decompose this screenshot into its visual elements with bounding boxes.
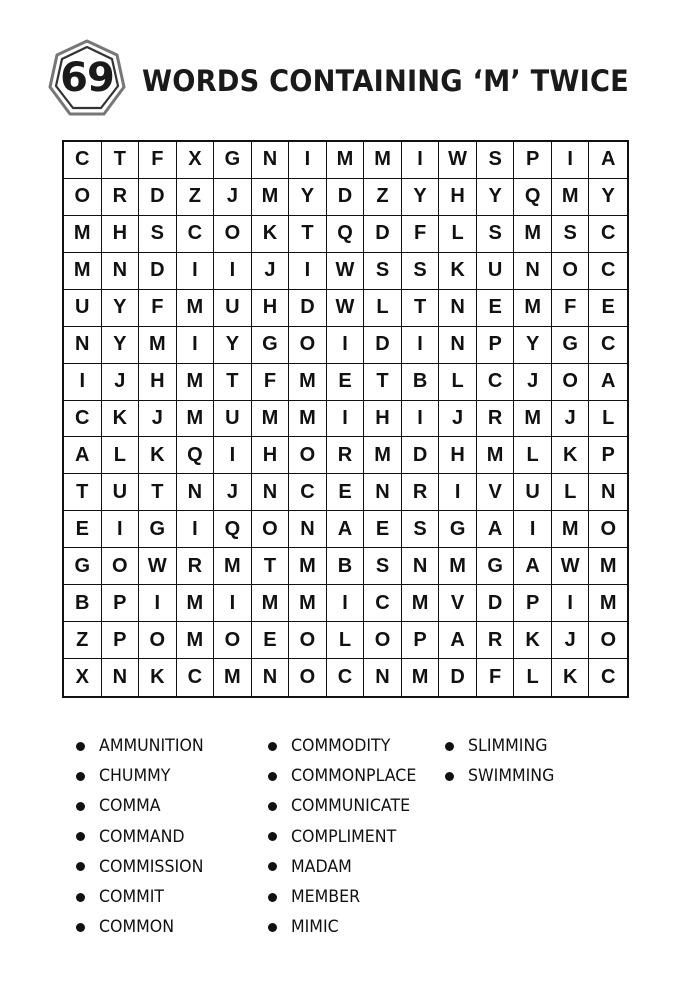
grid-cell[interactable]: Q: [177, 437, 215, 474]
grid-cell[interactable]: G: [552, 327, 590, 364]
bullet-icon: [268, 893, 277, 902]
grid-cell[interactable]: J: [252, 253, 290, 290]
word-list-item: [268, 731, 426, 761]
grid-cell[interactable]: R: [177, 548, 215, 585]
grid-cell[interactable]: N: [64, 327, 102, 364]
grid-cell[interactable]: W: [327, 290, 365, 327]
grid-cell[interactable]: M: [177, 401, 215, 438]
grid-cell[interactable]: S: [402, 253, 440, 290]
grid-cell[interactable]: F: [552, 290, 590, 327]
grid-cell[interactable]: C: [64, 142, 102, 179]
grid-cell[interactable]: M: [514, 401, 552, 438]
grid-cell[interactable]: K: [139, 659, 177, 696]
grid-cell[interactable]: V: [439, 585, 477, 622]
grid-cell[interactable]: C: [589, 327, 627, 364]
grid-cell[interactable]: U: [102, 474, 140, 511]
grid-cell[interactable]: R: [102, 179, 140, 216]
grid-cell[interactable]: M: [402, 585, 440, 622]
grid-cell[interactable]: I: [289, 142, 327, 179]
grid-cell[interactable]: Q: [514, 179, 552, 216]
grid-cell[interactable]: F: [252, 364, 290, 401]
grid-cell[interactable]: D: [402, 437, 440, 474]
grid-cell[interactable]: I: [102, 511, 140, 548]
grid-cell[interactable]: A: [64, 437, 102, 474]
grid-cell[interactable]: T: [139, 474, 177, 511]
grid-cell[interactable]: D: [139, 253, 177, 290]
grid-cell[interactable]: S: [402, 511, 440, 548]
grid-cell[interactable]: U: [214, 401, 252, 438]
word-label: COMMODITY: [291, 736, 391, 757]
bullet-icon: [268, 832, 277, 841]
word-list-item: [76, 882, 212, 912]
grid-cell[interactable]: M: [402, 659, 440, 696]
grid-cell[interactable]: D: [327, 179, 365, 216]
word-label: COMMUNICATE: [291, 796, 411, 817]
grid-cell[interactable]: K: [552, 437, 590, 474]
grid-cell[interactable]: D: [439, 659, 477, 696]
grid-cell[interactable]: E: [364, 511, 402, 548]
word-list-item: [76, 761, 212, 791]
grid-cell[interactable]: T: [364, 364, 402, 401]
grid-cell[interactable]: S: [477, 216, 515, 253]
grid-cell[interactable]: M: [552, 179, 590, 216]
grid-cell[interactable]: I: [552, 142, 590, 179]
grid-cell[interactable]: L: [364, 290, 402, 327]
grid-cell[interactable]: G: [439, 511, 477, 548]
word-label: CHUMMY: [99, 766, 171, 787]
grid-cell[interactable]: O: [64, 179, 102, 216]
grid-cell[interactable]: C: [589, 253, 627, 290]
grid-cell[interactable]: T: [102, 142, 140, 179]
grid-cell[interactable]: A: [477, 511, 515, 548]
grid-cell[interactable]: O: [589, 622, 627, 659]
bullet-icon: [76, 893, 85, 902]
grid-cell[interactable]: F: [139, 290, 177, 327]
grid-cell[interactable]: S: [477, 142, 515, 179]
grid-cell[interactable]: M: [177, 364, 215, 401]
grid-cell[interactable]: N: [177, 474, 215, 511]
grid-cell[interactable]: O: [289, 659, 327, 696]
word-list-item: [76, 791, 212, 821]
grid-cell[interactable]: B: [327, 548, 365, 585]
grid-cell[interactable]: X: [64, 659, 102, 696]
grid-cell[interactable]: N: [364, 659, 402, 696]
grid-cell[interactable]: I: [439, 474, 477, 511]
grid-cell[interactable]: K: [514, 622, 552, 659]
grid-cell[interactable]: P: [514, 142, 552, 179]
grid-cell[interactable]: H: [252, 437, 290, 474]
grid-cell[interactable]: D: [289, 290, 327, 327]
grid-cell[interactable]: D: [364, 216, 402, 253]
word-list-item: [445, 731, 561, 761]
grid-cell[interactable]: M: [364, 437, 402, 474]
grid-cell[interactable]: P: [102, 622, 140, 659]
grid-cell[interactable]: P: [514, 585, 552, 622]
grid-cell[interactable]: C: [177, 659, 215, 696]
grid-cell[interactable]: S: [364, 548, 402, 585]
grid-cell[interactable]: V: [477, 474, 515, 511]
word-label: SLIMMING: [468, 736, 548, 757]
grid-cell[interactable]: S: [364, 253, 402, 290]
word-list-item: [76, 852, 212, 882]
puzzle-title: WORDS CONTAINING ‘M’ TWICE: [142, 64, 629, 98]
grid-cell[interactable]: O: [289, 622, 327, 659]
grid-cell[interactable]: M: [589, 585, 627, 622]
grid-cell[interactable]: P: [477, 327, 515, 364]
grid-cell[interactable]: W: [327, 253, 365, 290]
grid-cell[interactable]: X: [177, 142, 215, 179]
grid-cell[interactable]: I: [402, 401, 440, 438]
grid-cell[interactable]: U: [64, 290, 102, 327]
grid-cell[interactable]: C: [64, 401, 102, 438]
grid-cell[interactable]: E: [64, 511, 102, 548]
grid-cell[interactable]: N: [439, 327, 477, 364]
grid-cell[interactable]: Y: [477, 179, 515, 216]
word-label: COMMIT: [99, 887, 165, 908]
grid-cell[interactable]: M: [64, 216, 102, 253]
word-label: COMMON: [99, 917, 175, 938]
grid-cell[interactable]: N: [252, 474, 290, 511]
grid-cell[interactable]: M: [552, 511, 590, 548]
word-list-item: [76, 912, 212, 942]
grid-cell[interactable]: M: [139, 327, 177, 364]
grid-cell[interactable]: A: [589, 142, 627, 179]
grid-cell[interactable]: U: [214, 290, 252, 327]
word-label: MEMBER: [291, 887, 361, 908]
puzzle-number-badge: [47, 38, 127, 118]
grid-cell[interactable]: P: [402, 622, 440, 659]
grid-cell[interactable]: O: [552, 253, 590, 290]
grid-cell[interactable]: N: [252, 659, 290, 696]
grid-cell[interactable]: K: [139, 437, 177, 474]
grid-cell[interactable]: F: [477, 659, 515, 696]
bullet-icon: [268, 772, 277, 781]
grid-cell[interactable]: T: [252, 548, 290, 585]
grid-cell[interactable]: M: [289, 548, 327, 585]
word-list-item: [76, 731, 212, 761]
grid-cell[interactable]: N: [514, 253, 552, 290]
grid-cell[interactable]: O: [589, 511, 627, 548]
grid-cell[interactable]: L: [439, 364, 477, 401]
grid-cell[interactable]: E: [477, 290, 515, 327]
grid-cell[interactable]: Y: [214, 327, 252, 364]
grid-cell[interactable]: M: [214, 659, 252, 696]
grid-cell[interactable]: M: [177, 290, 215, 327]
grid-cell[interactable]: M: [514, 290, 552, 327]
grid-cell[interactable]: G: [139, 511, 177, 548]
grid-cell[interactable]: U: [477, 253, 515, 290]
grid-cell[interactable]: H: [364, 401, 402, 438]
grid-cell[interactable]: Z: [364, 179, 402, 216]
grid-cell[interactable]: I: [327, 401, 365, 438]
grid-cell[interactable]: O: [289, 327, 327, 364]
grid-cell[interactable]: S: [552, 216, 590, 253]
grid-cell[interactable]: C: [364, 585, 402, 622]
grid-cell[interactable]: C: [177, 216, 215, 253]
grid-cell[interactable]: N: [289, 511, 327, 548]
grid-cell[interactable]: Q: [214, 511, 252, 548]
bullet-icon: [445, 772, 454, 781]
grid-cell[interactable]: I: [402, 142, 440, 179]
grid-cell[interactable]: I: [139, 585, 177, 622]
word-list-column-1: [76, 731, 212, 942]
grid-cell[interactable]: M: [252, 585, 290, 622]
grid-cell[interactable]: R: [477, 622, 515, 659]
grid-cell[interactable]: J: [552, 622, 590, 659]
grid-cell[interactable]: L: [552, 474, 590, 511]
grid-cell[interactable]: I: [214, 437, 252, 474]
word-list-item: [268, 882, 426, 912]
grid-cell[interactable]: M: [252, 179, 290, 216]
grid-cell[interactable]: O: [289, 437, 327, 474]
grid-cell[interactable]: L: [439, 216, 477, 253]
grid-cell[interactable]: C: [589, 216, 627, 253]
grid-cell[interactable]: M: [439, 548, 477, 585]
grid-cell[interactable]: H: [102, 216, 140, 253]
grid-cell[interactable]: Y: [514, 327, 552, 364]
grid-cell[interactable]: G: [477, 548, 515, 585]
grid-cell[interactable]: R: [477, 401, 515, 438]
grid-cell[interactable]: P: [589, 437, 627, 474]
grid-cell[interactable]: A: [514, 548, 552, 585]
grid-cell[interactable]: K: [552, 659, 590, 696]
word-label: AMMUNITION: [99, 736, 204, 757]
grid-cell[interactable]: L: [327, 622, 365, 659]
grid-cell[interactable]: I: [289, 253, 327, 290]
grid-cell[interactable]: Q: [327, 216, 365, 253]
grid-cell[interactable]: J: [439, 401, 477, 438]
grid-cell[interactable]: F: [139, 142, 177, 179]
grid-cell[interactable]: W: [139, 548, 177, 585]
grid-cell[interactable]: J: [139, 401, 177, 438]
grid-cell[interactable]: C: [289, 474, 327, 511]
bullet-icon: [76, 742, 85, 751]
grid-cell[interactable]: M: [214, 548, 252, 585]
grid-cell[interactable]: L: [514, 437, 552, 474]
grid-cell[interactable]: N: [402, 548, 440, 585]
grid-cell[interactable]: F: [402, 216, 440, 253]
grid-cell[interactable]: J: [214, 179, 252, 216]
grid-cell[interactable]: N: [102, 659, 140, 696]
grid-cell[interactable]: O: [139, 622, 177, 659]
word-label: COMMA: [99, 796, 161, 817]
grid-cell[interactable]: K: [252, 216, 290, 253]
grid-cell[interactable]: U: [514, 474, 552, 511]
grid-cell[interactable]: D: [477, 585, 515, 622]
grid-cell[interactable]: I: [177, 253, 215, 290]
bullet-icon: [76, 862, 85, 871]
grid-cell[interactable]: M: [177, 585, 215, 622]
bullet-icon: [76, 923, 85, 932]
grid-cell[interactable]: O: [252, 511, 290, 548]
grid-cell[interactable]: G: [64, 548, 102, 585]
bullet-icon: [268, 923, 277, 932]
grid-cell[interactable]: Y: [102, 327, 140, 364]
word-label: MIMIC: [291, 917, 339, 938]
grid-cell[interactable]: D: [139, 179, 177, 216]
grid-cell[interactable]: I: [327, 585, 365, 622]
grid-cell[interactable]: T: [64, 474, 102, 511]
grid-cell[interactable]: N: [102, 253, 140, 290]
grid-cell[interactable]: I: [214, 585, 252, 622]
grid-cell[interactable]: E: [327, 364, 365, 401]
grid-cell[interactable]: O: [102, 548, 140, 585]
grid-cell[interactable]: L: [102, 437, 140, 474]
grid-cell[interactable]: L: [589, 401, 627, 438]
grid-cell[interactable]: R: [402, 474, 440, 511]
grid-cell[interactable]: B: [402, 364, 440, 401]
grid-cell[interactable]: C: [600, 666, 616, 689]
grid-cell[interactable]: J: [514, 364, 552, 401]
grid-cell[interactable]: S: [139, 216, 177, 253]
grid-cell[interactable]: I: [177, 511, 215, 548]
grid-cell[interactable]: Y: [102, 290, 140, 327]
grid-cell[interactable]: M: [327, 142, 365, 179]
grid-cell[interactable]: N: [589, 474, 627, 511]
word-list-item: [445, 761, 561, 791]
word-label: SWIMMING: [468, 766, 555, 787]
word-label: MADAM: [291, 856, 352, 877]
grid-cell[interactable]: W: [439, 142, 477, 179]
word-list-item: [268, 912, 426, 942]
grid-cell[interactable]: R: [327, 437, 365, 474]
grid-cell[interactable]: I: [514, 511, 552, 548]
word-list-item: [268, 791, 426, 821]
grid-cell[interactable]: M: [589, 548, 627, 585]
grid-cell[interactable]: A: [589, 364, 627, 401]
grid-cell[interactable]: A: [327, 511, 365, 548]
grid-cell[interactable]: I: [552, 585, 590, 622]
grid-cell[interactable]: Z: [64, 622, 102, 659]
grid-cell[interactable]: M: [364, 142, 402, 179]
bullet-icon: [268, 742, 277, 751]
grid-cell[interactable]: P: [102, 585, 140, 622]
grid-cell[interactable]: Z: [177, 179, 215, 216]
grid-cell[interactable]: A: [439, 622, 477, 659]
bullet-icon: [268, 862, 277, 871]
word-list-column-2: [268, 731, 426, 942]
word-list-item: [268, 761, 426, 791]
bullet-icon: [76, 772, 85, 781]
grid-cell[interactable]: M: [289, 401, 327, 438]
grid-cell[interactable]: K: [439, 253, 477, 290]
word-label: COMPLIMENT: [291, 826, 397, 847]
grid-cell[interactable]: O: [552, 364, 590, 401]
grid-cell[interactable]: M: [477, 437, 515, 474]
grid-cell[interactable]: H: [252, 290, 290, 327]
bullet-icon: [268, 802, 277, 811]
word-list-column-3: [445, 731, 561, 791]
grid-cell[interactable]: O: [364, 622, 402, 659]
grid-cell[interactable]: N: [252, 142, 290, 179]
grid-cell[interactable]: E: [327, 474, 365, 511]
grid-cell[interactable]: G: [252, 327, 290, 364]
grid-cell[interactable]: M: [289, 585, 327, 622]
grid-cell[interactable]: C: [477, 364, 515, 401]
grid-cell[interactable]: N: [439, 290, 477, 327]
grid-cell[interactable]: O: [214, 216, 252, 253]
word-list-item: [268, 852, 426, 882]
grid-cell[interactable]: N: [364, 474, 402, 511]
word-list-item: [76, 822, 212, 852]
grid-cell[interactable]: E: [252, 622, 290, 659]
grid-cell[interactable]: H: [439, 179, 477, 216]
grid-cell[interactable]: L: [514, 659, 552, 696]
grid-cell[interactable]: H: [439, 437, 477, 474]
grid-cell[interactable]: Y: [289, 179, 327, 216]
grid-cell[interactable]: D: [364, 327, 402, 364]
grid-cell[interactable]: M: [252, 401, 290, 438]
grid-cell[interactable]: C: [327, 659, 365, 696]
word-label: COMMAND: [99, 826, 185, 847]
puzzle-number: 69: [60, 55, 114, 101]
grid-cell[interactable]: T: [289, 216, 327, 253]
bullet-icon: [76, 802, 85, 811]
grid-cell[interactable]: H: [139, 364, 177, 401]
grid-cell[interactable]: T: [214, 364, 252, 401]
grid-cell[interactable]: M: [514, 216, 552, 253]
grid-cell[interactable]: I: [64, 364, 102, 401]
word-label: COMMONPLACE: [291, 766, 417, 787]
grid-cell[interactable]: M: [289, 364, 327, 401]
bullet-icon: [76, 832, 85, 841]
grid-cell[interactable]: I: [177, 327, 215, 364]
grid-cell[interactable]: G: [214, 142, 252, 179]
grid-cell[interactable]: T: [402, 290, 440, 327]
grid-cell[interactable]: Y: [402, 179, 440, 216]
grid-cell[interactable]: Y: [589, 179, 627, 216]
grid-cell[interactable]: E: [589, 290, 627, 327]
grid-cell[interactable]: K: [102, 401, 140, 438]
grid-cell[interactable]: J: [102, 364, 140, 401]
grid-cell[interactable]: M: [64, 253, 102, 290]
grid-cell[interactable]: M: [177, 622, 215, 659]
grid-cell[interactable]: B: [64, 585, 102, 622]
word-label: COMMISSION: [99, 856, 204, 877]
grid-cell[interactable]: J: [552, 401, 590, 438]
word-search-grid: [62, 140, 629, 698]
grid-cell[interactable]: I: [214, 253, 252, 290]
grid-cell[interactable]: I: [327, 327, 365, 364]
word-list-item: [268, 822, 426, 852]
grid-cell[interactable]: W: [552, 548, 590, 585]
grid-cell[interactable]: I: [402, 327, 440, 364]
bullet-icon: [445, 742, 454, 751]
grid-cell[interactable]: J: [214, 474, 252, 511]
grid-cell[interactable]: O: [214, 622, 252, 659]
